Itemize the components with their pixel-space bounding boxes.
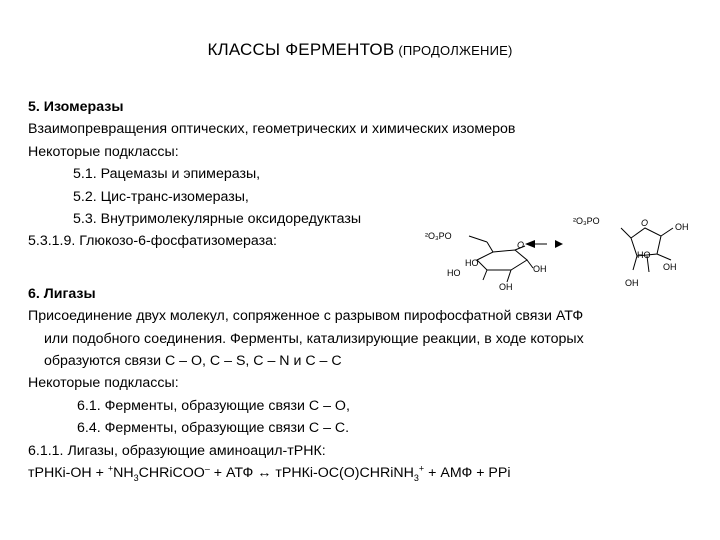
isomerases-heading: 5. Изомеразы (28, 99, 124, 115)
ligases-example: 6.1.1. Лигазы, образующие аминоацил-тРНК: (28, 442, 326, 459)
equation-part-1: тРНКi-OH + (28, 465, 108, 482)
left-oh-label-2: OH (499, 282, 513, 292)
left-phosphate-label: ²O₃PO (425, 231, 452, 241)
ligases-subclasses-label: Некоторые подклассы: (28, 375, 179, 392)
ligases-description-line-1: Присоединение двух молекул, сопряженное с разрывом пирофосфатной связи АТФ (28, 308, 584, 325)
equation-sup-plus-2: + (418, 463, 425, 474)
equation-part-5: тРНКi-OC(O)CHRiNH (271, 465, 414, 482)
equilibrium-arrow-icon: ↔ (257, 465, 272, 482)
reaction-arrow-icon (525, 240, 563, 248)
equation-sup-minus: – (204, 463, 210, 474)
left-ho-label: HO (447, 268, 461, 278)
ligases-description-line-2: или подобного соединения. Ферменты, катализирующие реакции, в ходе которых (44, 330, 584, 347)
page-title (0, 40, 720, 60)
title-sub: (ПРОДОЛЖЕНИЕ) (398, 43, 513, 58)
right-oh-label-2: OH (663, 262, 677, 272)
right-ring-oxygen-label: O (641, 218, 649, 228)
isomerization-scheme (425, 208, 695, 294)
ligases-subclass-2: 6.4. Ферменты, образующие связи С – С. (77, 420, 350, 437)
isomerases-description: Взаимопревращения оптических, геометрических и химических изомеров (28, 121, 516, 138)
equation-part-3: CHRiCOO (138, 465, 205, 482)
equation-part-6: + АМФ + PPi (424, 465, 511, 482)
right-oh-label-1: OH (675, 222, 689, 232)
right-oh-label-3: OH (625, 278, 639, 288)
left-ring-oxygen-label: O (517, 240, 525, 250)
isomerases-subclass-2: 5.2. Цис-транс-изомеразы, (73, 188, 249, 205)
ligases-heading: 6. Лигазы (28, 285, 96, 302)
left-oh-label-1: OH (533, 264, 547, 274)
equation-part-4: + АТФ (209, 465, 258, 482)
ligases-subclass-1: 6.1. Ферменты, образующие связи С – О, (77, 397, 350, 414)
equation-sub-3-1: 3 (133, 472, 139, 483)
isomerization-scheme-svg (425, 208, 695, 294)
ligases-equation (28, 462, 708, 484)
right-ho-label: HO (637, 250, 651, 260)
isomerases-subclass-3: 5.3. Внутримолекулярные оксидоредуктазы (73, 211, 362, 228)
equation-sub-3-2: 3 (413, 472, 419, 483)
equation-sup-plus-1: + (107, 463, 114, 474)
equation-part-2: NH (113, 465, 134, 482)
left-ho-label-2: HO (465, 258, 479, 268)
isomerases-subclasses-label: Некоторые подклассы: (28, 143, 179, 160)
right-phosphate-label: ²O₃PO (573, 216, 600, 226)
ligases-description-line-3: образуются связи С – О, С – S, С – N и С – С (44, 353, 342, 370)
isomerases-example: 5.3.1.9. Глюкозо-6-фосфатизомераза: (28, 233, 277, 250)
title-main: КЛАССЫ ФЕРМЕНТОВ (207, 40, 395, 59)
isomerases-subclass-1: 5.1. Рацемазы и эпимеразы, (73, 166, 261, 183)
